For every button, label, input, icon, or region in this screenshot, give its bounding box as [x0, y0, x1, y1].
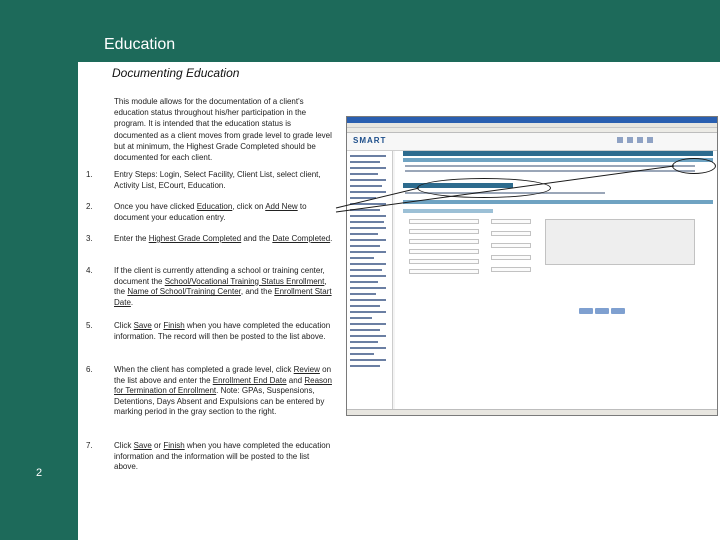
- date-completed-field-ref: Date Completed: [272, 234, 331, 243]
- finish-button-ref[interactable]: Finish: [163, 441, 185, 450]
- page-number: 2: [36, 467, 43, 479]
- highest-grade-field-ref: Highest Grade Completed: [148, 234, 242, 243]
- education-callout-oval: [417, 178, 551, 198]
- save-button[interactable]: [579, 308, 593, 314]
- step-text: Enter the Highest Grade Completed and the Date Completed.: [114, 234, 333, 243]
- header-band: [0, 0, 720, 62]
- add-new-callout-oval: [672, 158, 716, 174]
- form-field[interactable]: [409, 249, 479, 254]
- history-panel-header: [403, 151, 713, 156]
- intro-paragraph: This module allows for the documentation of a client's education status throughout his/her participation in the program. It is intended that the education status is documented as a client moves from grade level to grade level but at minimum, the Highest Grade Completed should be documented for each client.: [114, 97, 332, 163]
- slide-title: Education: [104, 36, 176, 53]
- form-field[interactable]: [409, 219, 479, 224]
- form-field[interactable]: [491, 267, 531, 272]
- step-text: Click Save or Finish when you have completed the education information. The record will then be posted to the list above.: [114, 321, 331, 341]
- step-number: 6.: [86, 365, 93, 374]
- save-button-ref[interactable]: Save: [133, 441, 152, 450]
- termination-reason-field-ref: Reason for Termination of Enrollment: [114, 375, 332, 396]
- form-field[interactable]: [491, 255, 531, 260]
- education-link[interactable]: Education: [196, 202, 233, 211]
- form-field[interactable]: [409, 269, 479, 274]
- step-number: 4.: [86, 266, 93, 275]
- history-row[interactable]: [405, 165, 695, 167]
- enrollment-end-field-ref: Enrollment End Date: [212, 375, 287, 385]
- step-number: 7.: [86, 441, 93, 450]
- finish-button[interactable]: [595, 308, 609, 314]
- history-table-header: [403, 158, 713, 162]
- step-text: If the client is currently attending a school or training center, document the School/Vocational Training Status Enrollment, the Name of School/Training Center, and the Enrollment Start Date.: [114, 266, 332, 307]
- left-band: [0, 0, 78, 540]
- grid-header: [403, 200, 713, 204]
- form-field[interactable]: [409, 259, 479, 264]
- form-field[interactable]: [491, 219, 531, 224]
- school-name-field-ref: Name of School/Training Center: [127, 287, 241, 297]
- form-section-header: [403, 209, 493, 213]
- step-text: Once you have clicked Education, click on Add New to document your education entry.: [114, 202, 307, 222]
- enrollment-status-field-ref: School/Vocational Training Status Enrollment: [164, 276, 325, 286]
- step-text: Entry Steps: Login, Select Facility, Client List, select client, Activity List, ECourt, Education.: [114, 170, 321, 190]
- add-new-link[interactable]: Add New: [265, 202, 298, 211]
- enrollment-start-field-ref: Enrollment Start Date: [114, 287, 332, 307]
- home-icon[interactable]: [617, 137, 623, 143]
- step-number: 1.: [86, 170, 93, 179]
- print-icon[interactable]: [627, 137, 633, 143]
- save-button-ref[interactable]: Save: [133, 321, 152, 330]
- application-screenshot: [346, 116, 718, 416]
- history-row[interactable]: [405, 170, 695, 172]
- app-navigation: [347, 151, 393, 413]
- cancel-button[interactable]: [611, 308, 625, 314]
- step-number: 2.: [86, 202, 93, 211]
- form-field[interactable]: [409, 239, 479, 244]
- review-link-ref[interactable]: Review: [293, 365, 320, 374]
- finish-button-ref[interactable]: Finish: [163, 321, 185, 330]
- step-number: 3.: [86, 234, 93, 243]
- browser-status-bar: [347, 409, 717, 415]
- form-field[interactable]: [491, 243, 531, 248]
- form-field[interactable]: [409, 229, 479, 234]
- step-text: Click Save or Finish when you have completed the education information and the information will be posted to the list above.: [114, 441, 331, 472]
- logout-icon[interactable]: [647, 137, 653, 143]
- form-field[interactable]: [491, 231, 531, 236]
- help-icon[interactable]: [637, 137, 643, 143]
- app-logo: SMART: [353, 136, 387, 145]
- marking-period-grid[interactable]: [545, 219, 695, 265]
- app-toolbar: [347, 133, 717, 151]
- step-text: When the client has completed a grade level, click Review on the list above and enter the Enrollment End Date and Reason for Termination of Enrollment. Note: GPAs, Suspensions, Detentions, Days Absent and Expulsions can be entered by marking period in the gray section to the right.: [114, 365, 332, 417]
- step-number: 5.: [86, 321, 93, 330]
- slide-subtitle: Documenting Education: [112, 66, 240, 80]
